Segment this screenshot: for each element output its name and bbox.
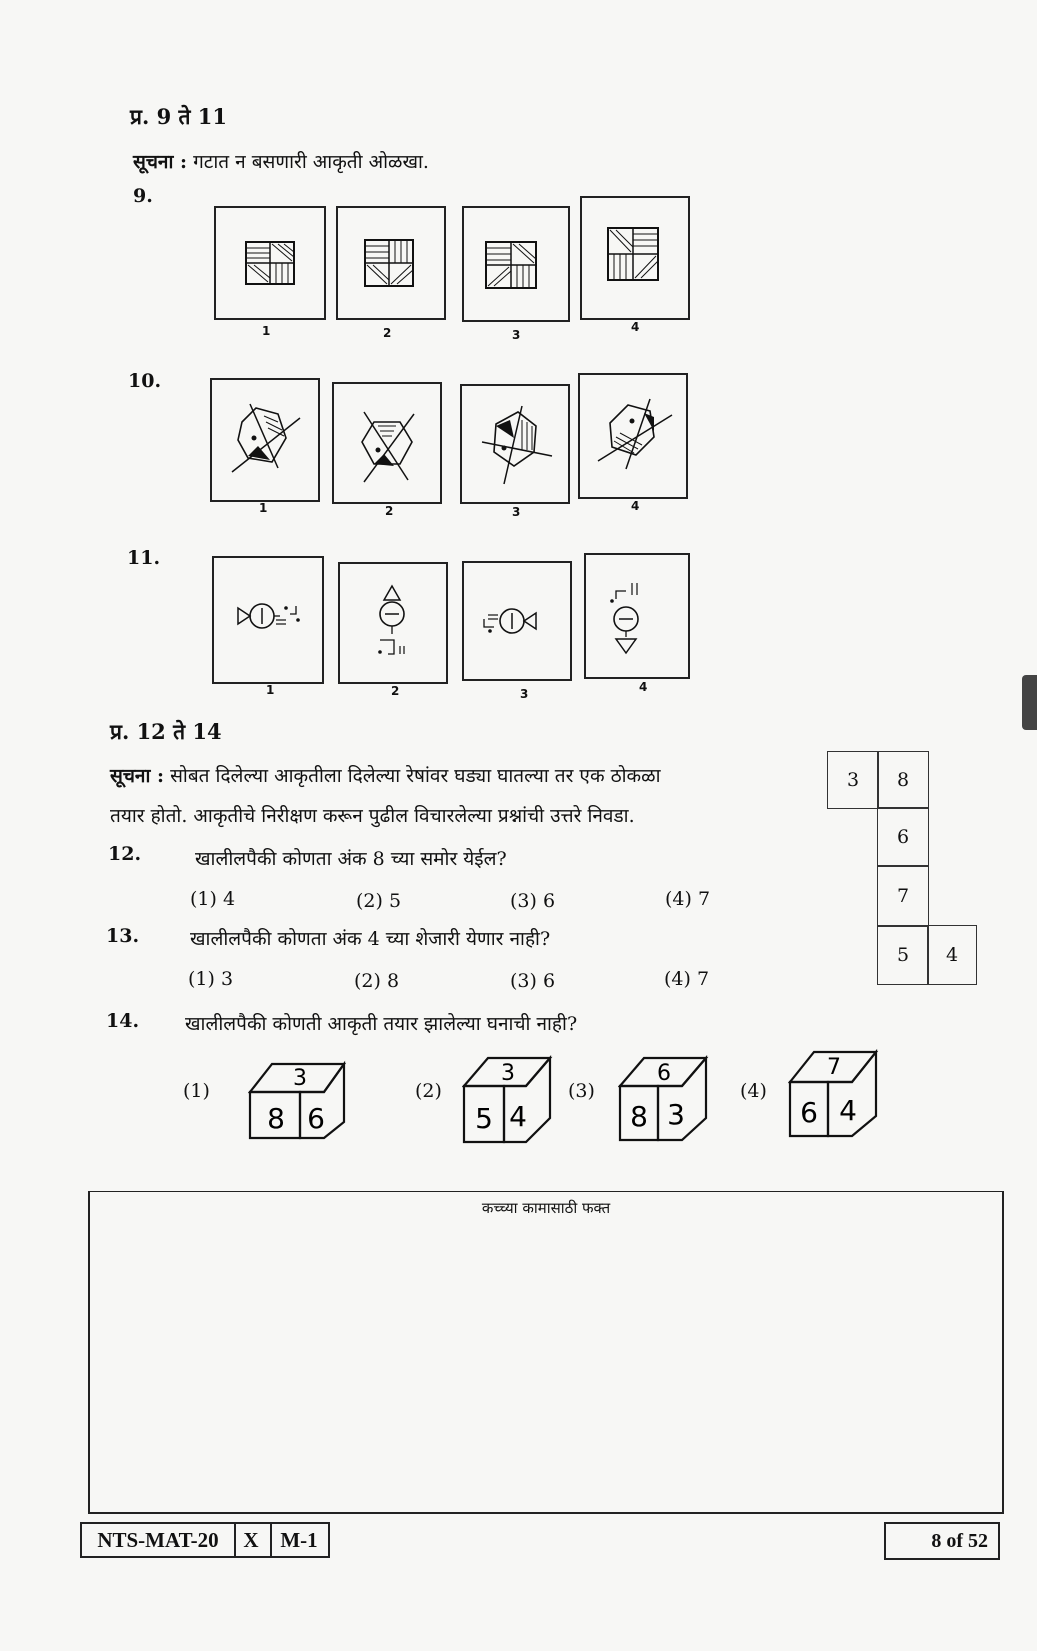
q11-figure-3[interactable] — [462, 561, 572, 681]
q11-label-3: 3 — [520, 687, 529, 701]
cube-top-face: 3 — [501, 1061, 515, 1086]
footer-page-number: 8 of 52 — [884, 1522, 1000, 1560]
cube-option-1[interactable] — [248, 1056, 352, 1140]
q9-figure-3[interactable] — [462, 206, 570, 322]
q12-option-2[interactable]: (2) 5 — [356, 890, 402, 912]
q14-option-label-1[interactable]: (1) — [183, 1080, 210, 1102]
q9-label-1: 1 — [262, 324, 271, 338]
cube-top-face: 6 — [657, 1061, 671, 1086]
q10-label-1: 1 — [259, 501, 268, 515]
net-cell: 5 — [877, 925, 929, 985]
cube-front-face: 8 — [630, 1100, 648, 1133]
instruction-text-2a: सोबत दिलेल्या आकृतीला दिलेल्या रेषांवर घड्या घातल्या तर एक ठोकळा — [170, 765, 661, 787]
instruction-label-2: सूचना : — [110, 765, 165, 787]
q12-option-1[interactable]: (1) 4 — [190, 888, 236, 910]
q9-label-3: 3 — [512, 328, 521, 342]
net-cell: 3 — [827, 751, 879, 809]
q11-figure-4[interactable] — [584, 553, 690, 679]
q10-label-2: 2 — [385, 504, 394, 518]
q11-figure-2[interactable] — [338, 562, 448, 684]
q12-option-4[interactable]: (4) 7 — [665, 888, 711, 910]
net-cell: 6 — [877, 807, 929, 867]
question-number-12: 12. — [108, 843, 142, 865]
q10-figure-2[interactable] — [332, 382, 442, 504]
rough-work-box[interactable] — [88, 1191, 1004, 1514]
question-12-text: खालीलपैकी कोणता अंक 8 च्या समोर येईल? — [195, 848, 507, 870]
question-number-13: 13. — [106, 925, 140, 947]
edge-mark — [1022, 675, 1037, 730]
instruction-9-11 — [133, 148, 429, 174]
q10-label-4: 4 — [631, 499, 640, 513]
footer-class: X — [232, 1522, 272, 1558]
question-14-text: खालीलपैकी कोणती आकृती तयार झालेल्या घनाची नाही? — [185, 1013, 578, 1035]
q10-label-3: 3 — [512, 505, 521, 519]
q14-option-label-3[interactable]: (3) — [568, 1080, 595, 1102]
q11-label-2: 2 — [391, 684, 400, 698]
cube-front-face: 5 — [475, 1102, 493, 1135]
cube-option-2[interactable] — [462, 1054, 554, 1144]
q13-option-2[interactable]: (2) 8 — [354, 970, 400, 992]
footer-exam-code: NTS-MAT-20 — [80, 1522, 236, 1558]
cube-option-3[interactable] — [618, 1052, 710, 1144]
q9-label-4: 4 — [631, 320, 640, 334]
cube-front-face: 6 — [800, 1096, 818, 1129]
q10-figure-4[interactable] — [578, 373, 688, 499]
q10-figure-3[interactable] — [460, 384, 570, 504]
cube-side-face: 4 — [509, 1100, 527, 1133]
cube-option-4[interactable] — [788, 1046, 880, 1140]
question-number-11: 11. — [127, 547, 161, 569]
footer-medium: M-1 — [270, 1522, 330, 1558]
q11-label-4: 4 — [639, 680, 648, 694]
q9-label-2: 2 — [383, 326, 392, 340]
net-cell: 8 — [877, 751, 929, 809]
question-number-14: 14. — [106, 1010, 140, 1032]
cube-side-face: 3 — [667, 1098, 685, 1131]
q11-figure-1[interactable] — [212, 556, 324, 684]
q14-option-label-2[interactable]: (2) — [415, 1080, 442, 1102]
net-cell: 7 — [877, 865, 929, 927]
q9-figure-4[interactable] — [580, 196, 690, 320]
q10-figure-1[interactable] — [210, 378, 320, 502]
q13-option-4[interactable]: (4) 7 — [664, 968, 710, 990]
cube-front-face: 8 — [267, 1102, 285, 1135]
q9-figure-1[interactable] — [214, 206, 326, 320]
instruction-12-14-line1 — [110, 762, 790, 788]
instruction-text: गटात न बसणारी आकृती ओळखा. — [193, 151, 429, 173]
question-13-text: खालीलपैकी कोणता अंक 4 च्या शेजारी येणार नाही? — [190, 928, 551, 950]
cube-top-face: 7 — [827, 1055, 841, 1080]
q14-option-label-4[interactable]: (4) — [740, 1080, 767, 1102]
question-number-10: 10. — [128, 370, 162, 392]
q13-option-3[interactable]: (3) 6 — [510, 970, 556, 992]
section-header-12-14: प्र. 12 ते 14 — [110, 719, 222, 744]
q12-option-3[interactable]: (3) 6 — [510, 890, 556, 912]
q9-figure-2[interactable] — [336, 206, 446, 320]
cube-top-face: 3 — [293, 1066, 307, 1091]
q11-label-1: 1 — [266, 683, 275, 697]
section-header-9-11: प्र. 9 ते 11 — [130, 104, 227, 129]
q13-option-1[interactable]: (1) 3 — [188, 968, 234, 990]
rough-work-label: कच्च्या कामासाठी फक्त — [481, 1199, 611, 1217]
cube-side-face: 6 — [307, 1102, 325, 1135]
cube-side-face: 4 — [839, 1094, 857, 1127]
net-cell: 4 — [927, 925, 977, 985]
question-number-9: 9. — [133, 185, 153, 207]
instruction-label: सूचना : — [133, 151, 188, 173]
instruction-12-14-line2: तयार होतो. आकृतीचे निरीक्षण करून पुढील विचारलेल्या प्रश्नांची उत्तरे निवडा. — [110, 805, 635, 827]
